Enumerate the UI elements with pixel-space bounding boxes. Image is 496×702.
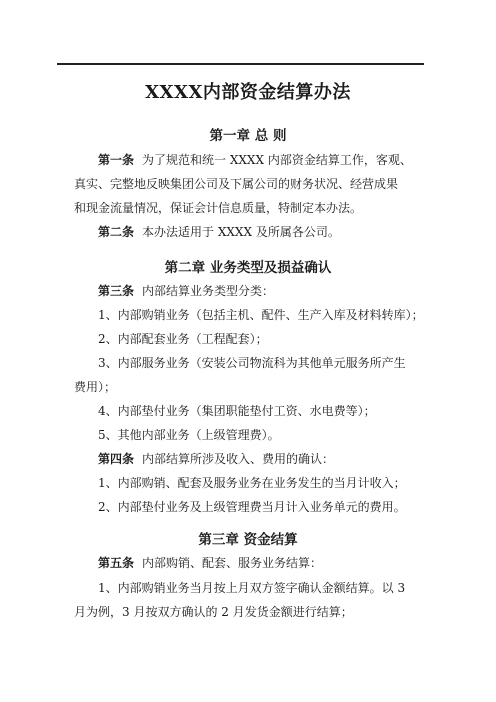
article-1-label: 第一条 [98,153,135,167]
document-title: XXXX内部资金结算办法 [145,82,351,103]
article-3-item: 4、内部垫付业务（集团职能垫付工资、水电费等）； [98,404,376,418]
article-4-text: 内部结算所涉及收入、费用的确认： [142,452,335,466]
article-1-line-1 [98,152,450,168]
article-5-label: 第五条 [98,556,135,570]
chapter-1-heading: 第一章 总 则 [209,128,287,144]
article-1-line-3: 和现金流量情况，保证会计信息质量，特制定本办法。 [74,201,363,215]
article-2-text: 本办法适用于 XXXX 及所属各公司。 [142,225,340,239]
article-1-text: 为了规范和统一 XXXX 内部资金结算工作，客观、 [142,153,412,167]
article-4-label: 第四条 [98,452,135,466]
article-4 [98,451,450,467]
article-3-item: 1、内部购销业务（包括主机、配件、生产入库及材料转库）； [98,308,424,322]
article-3-item-continued: 费用）； [74,380,117,394]
article-3-item: 3、内部服务业务（安装公司物流科为其他单元服务所产生 [98,356,406,370]
article-3-item: 5、其他内部业务（上级管理费）。 [98,428,280,442]
article-3-text: 内部结算业务类型分类： [142,284,275,298]
article-5-item: 1、内部购销业务当月按上月双方签字确认金额结算。以 3 [98,581,406,595]
article-5-text: 内部购销、配套、服务业务结算： [142,556,323,570]
article-2-label: 第二条 [98,225,135,239]
article-3-label: 第三条 [98,284,135,298]
header-rule [57,63,424,65]
chapter-3-heading: 第三章 资金结算 [198,532,298,548]
article-5 [98,555,450,571]
article-4-item: 2、内部垫付业务及上级管理费当月计入业务单元的费用。 [98,500,406,514]
chapter-2-heading: 第二章 业务类型及损益确认 [164,260,332,276]
article-3-item: 2、内部配套业务（工程配套）； [98,332,268,346]
article-2 [98,224,450,240]
article-5-item-continued: 月为例，3 月按双方确认的 2 月发货金额进行结算； [74,605,353,619]
article-4-item: 1、内部购销、配套及服务业务在业务发生的当月计收入； [98,476,406,490]
article-3 [98,283,450,299]
article-1-line-2: 真实、完整地反映集团公司及下属公司的财务状况、经营成果 [74,177,399,191]
